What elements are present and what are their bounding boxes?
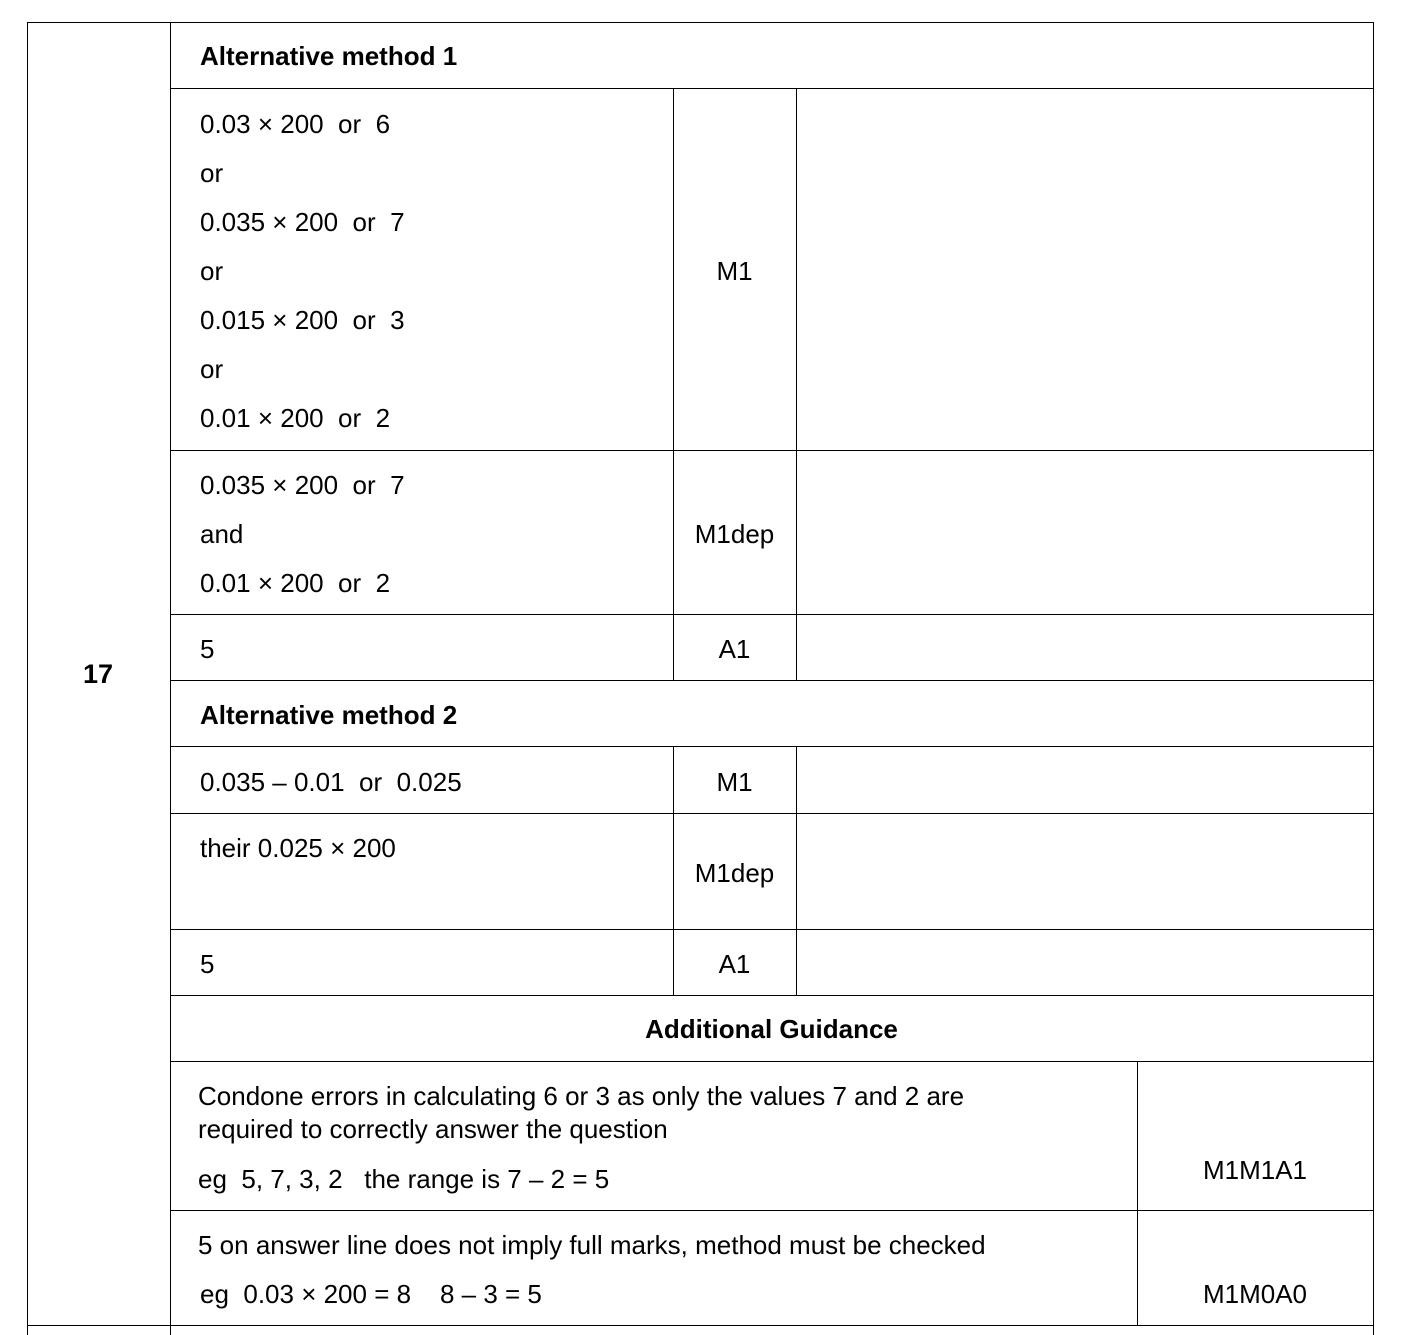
comment-column-divider [796, 88, 797, 680]
question-column-divider [170, 22, 171, 1335]
method1-line: or [200, 158, 224, 188]
table-left-border [27, 22, 28, 1335]
row-divider [170, 929, 1374, 930]
method1-line: 0.01 × 200 or 2 [200, 403, 391, 433]
method1-mark: M1 [716, 256, 753, 286]
question-number: 17 [83, 659, 114, 689]
table-right-border [1373, 22, 1374, 1335]
method2-mark: M1 [716, 767, 753, 797]
row-divider [170, 746, 1374, 747]
guidance-marks: M1M1A1 [1202, 1155, 1308, 1185]
method2-mark: M1dep [694, 858, 775, 888]
guidance-example: eg 0.03 × 200 = 8 8 – 3 = 5 [200, 1279, 542, 1309]
row-divider [170, 995, 1374, 996]
method2-answer: their 0.025 × 200 [200, 833, 396, 863]
guidance-text: Condone errors in calculating 6 or 3 as only the values 7 and 2 are [198, 1081, 965, 1111]
method1-mark: M1dep [694, 519, 775, 549]
guidance-text: required to correctly answer the question [198, 1114, 668, 1144]
row-divider [170, 614, 1374, 615]
method1-mark: A1 [718, 634, 751, 664]
row-divider [170, 450, 1374, 451]
mark-column-divider [673, 88, 674, 680]
row-divider [170, 1061, 1374, 1062]
method1-line: or [200, 256, 224, 286]
guidance-marks: M1M0A0 [1202, 1279, 1308, 1309]
table-bottom-border [27, 1325, 1374, 1326]
method1-line: 0.035 × 200 or 7 [200, 207, 405, 237]
method2-mark: A1 [718, 949, 751, 979]
method1-line: 0.03 × 200 or 6 [200, 109, 391, 139]
method1-line: 0.035 × 200 or 7 [200, 470, 405, 500]
method1-line: and [200, 519, 244, 549]
comment-column-divider [796, 746, 797, 995]
row-divider [170, 88, 1374, 89]
method2-answer: 5 [200, 949, 215, 979]
row-divider [170, 1210, 1374, 1211]
row-divider [170, 813, 1374, 814]
method1-line: 0.01 × 200 or 2 [200, 568, 391, 598]
method2-answer: 0.035 – 0.01 or 0.025 [200, 767, 462, 797]
method1-answer: 5 [200, 634, 215, 664]
guidance-example: eg 5, 7, 3, 2 the range is 7 – 2 = 5 [198, 1164, 610, 1194]
method1-line: 0.015 × 200 or 3 [200, 305, 405, 335]
guidance-heading: Additional Guidance [645, 1014, 898, 1044]
guidance-text: 5 on answer line does not imply full marks, method must be checked [198, 1230, 986, 1260]
method1-line: or [200, 354, 224, 384]
table-top-border [27, 22, 1374, 23]
method2-heading: Alternative method 2 [200, 700, 458, 730]
method1-heading: Alternative method 1 [200, 41, 458, 71]
row-divider [170, 680, 1374, 681]
